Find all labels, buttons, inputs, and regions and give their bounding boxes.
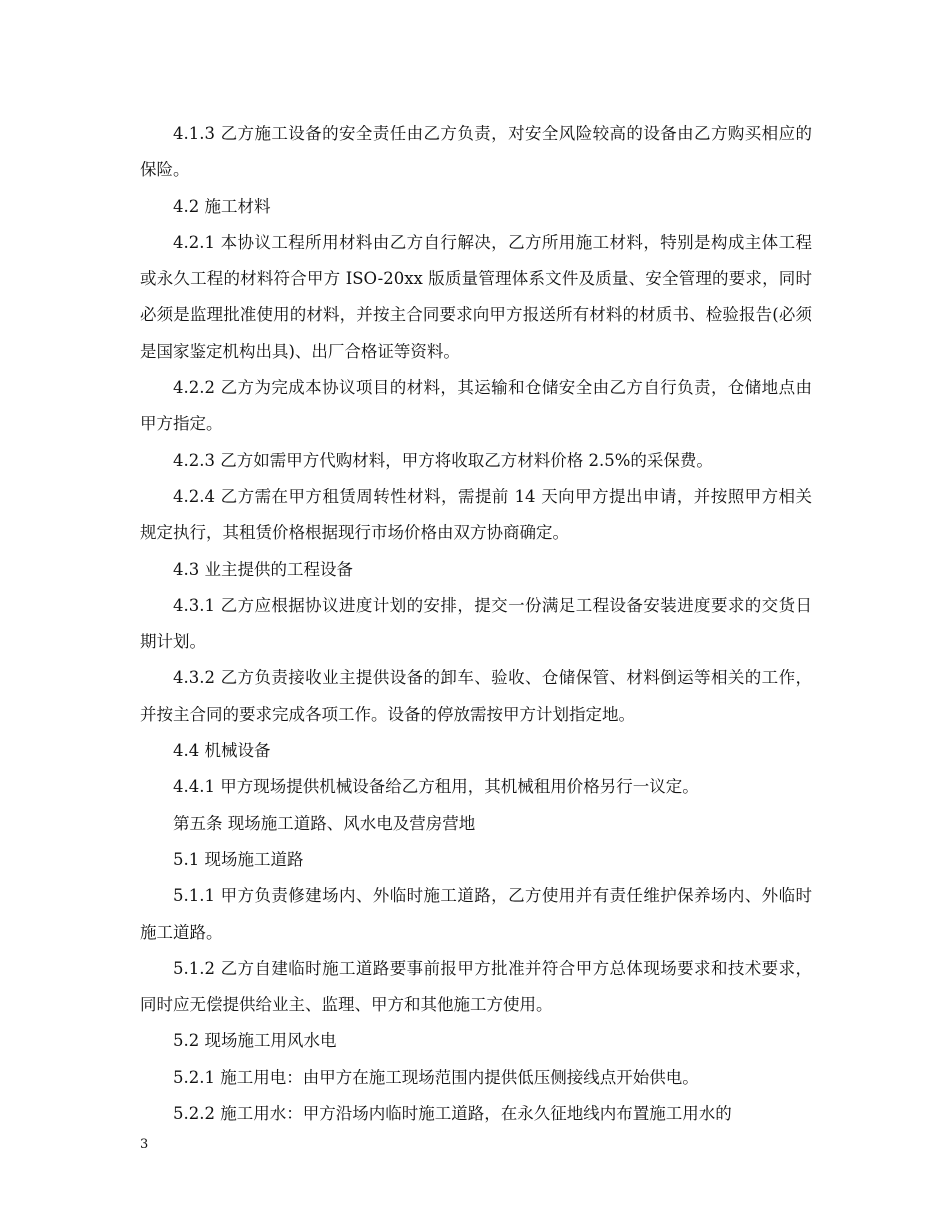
paragraph-4-1-3: 4.1.3 乙方施工设备的安全责任由乙方负责，对安全风险较高的设备由乙方购买相应的保险。 bbox=[140, 124, 812, 180]
page-number: 3 bbox=[140, 1137, 149, 1152]
paragraph-4-4-1: 4.4.1 甲方现场提供机械设备给乙方租用，其机械租用价格另行一议定。 bbox=[173, 777, 699, 797]
heading-5-1: 5.1 现场施工道路 bbox=[173, 849, 304, 869]
paragraph-5-1-1: 5.1.1 甲方负责修建场内、外临时施工道路，乙方使用并有责任维护保养场内、外临时施工道路。 bbox=[140, 886, 812, 942]
paragraph-4-2-2: 4.2.2 乙方为完成本协议项目的材料，其运输和仓储安全由乙方自行负责，仓储地点由甲方指定。 bbox=[140, 378, 812, 434]
document-body bbox=[140, 116, 812, 1132]
paragraph-4-3-2: 4.3.2 乙方负责接收业主提供设备的卸车、验收、仓储保管、材料倒运等相关的工作，并按主合同的要求完成各项工作。设备的停放需按甲方计划指定地。 bbox=[140, 668, 812, 724]
heading-5-2: 5.2 现场施工用风水电 bbox=[173, 1031, 337, 1051]
paragraph-5-2-1: 5.2.1 施工用电：由甲方在施工现场范围内提供低压侧接线点开始供电。 bbox=[173, 1067, 699, 1087]
paragraph-4-3-1: 4.3.1 乙方应根据协议进度计划的安排，提交一份满足工程设备安装进度要求的交货日期计划。 bbox=[140, 595, 812, 652]
heading-4-2: 4.2 施工材料 bbox=[173, 196, 271, 216]
paragraph-5-2-2: 5.2.2 施工用水：甲方沿场内临时施工道路，在永久征地线内布置施工用水的 bbox=[173, 1104, 732, 1124]
paragraph-4-2-4: 4.2.4 乙方需在甲方租赁周转性材料，需提前 14 天向甲方提出申请，并按照甲方相关规定执行，其租赁价格根据现行市场价格由双方协商确定。 bbox=[140, 486, 812, 543]
paragraph-5-1-2: 5.1.2 乙方自建临时施工道路要事前报甲方批准并符合甲方总体现场要求和技术要求，同时应无偿提供给业主、监理、甲方和其他施工方使用。 bbox=[140, 958, 812, 1015]
paragraph-4-2-1: 4.2.1 本协议工程所用材料由乙方自行解决，乙方所用施工材料，特别是构成主体工程或永久工程的材料符合甲方 ISO-20xx 版质量管理体系文件及质量、安全管理的要求，同时必须是监理批准使用的材料，并按主合同要求向甲方报送所有材料的材质书、检验报告(必须是国家鉴定机构出具)、出厂合格证等资料。 bbox=[140, 232, 812, 361]
article-5-title: 第五条 现场施工道路、风水电及营房营地 bbox=[173, 813, 476, 833]
heading-4-4: 4.4 机械设备 bbox=[173, 741, 271, 761]
paragraph-4-2-3: 4.2.3 乙方如需甲方代购材料，甲方将收取乙方材料价格 2.5%的采保费。 bbox=[173, 450, 713, 470]
heading-4-3: 4.3 业主提供的工程设备 bbox=[173, 559, 353, 579]
